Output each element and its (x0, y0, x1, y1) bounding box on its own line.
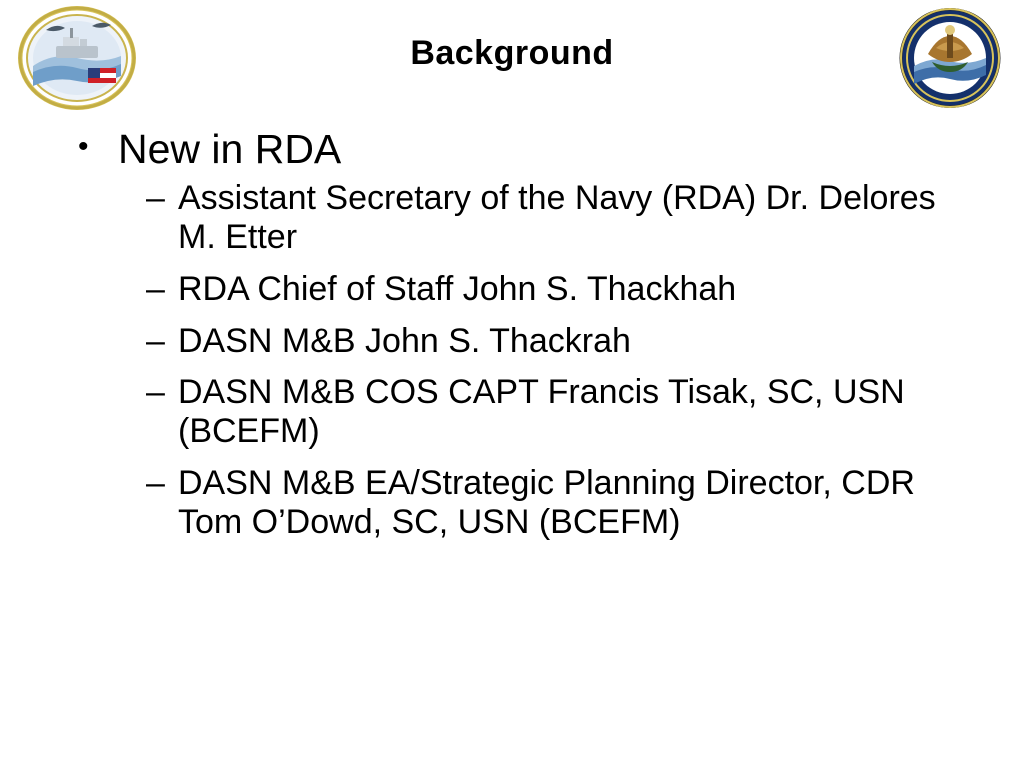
list-item-text: DASN M&B John S. Thackrah (178, 321, 631, 360)
page-title: Background (410, 34, 614, 72)
list-item (146, 464, 978, 542)
slide-content (78, 128, 978, 554)
dash-marker-icon: – (146, 463, 165, 502)
bullet-level1-text: New in RDA (118, 126, 342, 172)
bullet-marker-icon: • (78, 130, 89, 163)
dash-marker-icon: – (146, 179, 165, 218)
list-item-text: Assistant Secretary of the Navy (RDA) Dr. Delores M. Etter (178, 179, 936, 257)
dash-marker-icon: – (146, 269, 165, 308)
dash-marker-icon: – (146, 373, 165, 412)
list-item (146, 373, 978, 451)
list-item (146, 179, 978, 257)
bullet-level1 (78, 128, 978, 171)
list-item-text: DASN M&B COS CAPT Francis Tisak, SC, USN (BCEFM) (178, 373, 905, 451)
list-item (146, 322, 978, 361)
dash-marker-icon: – (146, 321, 165, 360)
sub-bullet-list (146, 179, 978, 541)
list-item-text: RDA Chief of Staff John S. Thackhah (178, 269, 737, 308)
list-item-text: DASN M&B EA/Strategic Planning Director, CDR Tom O’Dowd, SC, USN (BCEFM) (178, 463, 915, 541)
list-item (146, 270, 978, 309)
